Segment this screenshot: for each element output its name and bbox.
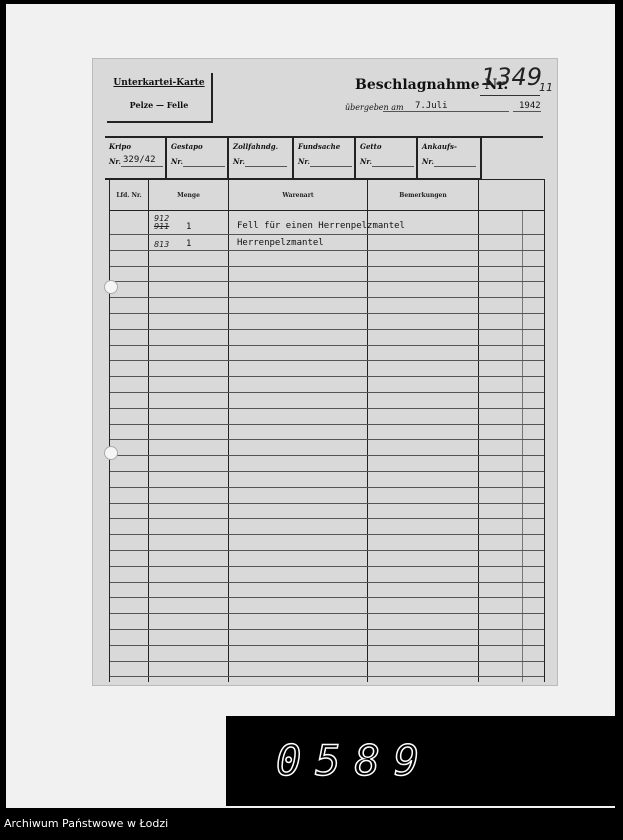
row-rule [110,266,544,267]
entry-1-hand-struck: 911 [154,222,170,231]
column-header-menge: Menge [177,191,200,199]
entry-2-warenart: Herrenpelzmantel [237,238,324,248]
agency-zollfahndung [229,138,294,180]
agency-kripo [105,138,167,180]
row-rule [110,487,544,488]
agency-ankauf [418,138,482,180]
ledger-table [109,179,545,682]
scan-frame [6,4,615,808]
entry-1-menge: 1 [186,222,192,232]
agency-nr-line [372,166,414,167]
column-divider [478,180,479,682]
header-rule [110,210,544,211]
agency-label: Ankaufs- [422,142,457,151]
agency-label: Gestapo [171,142,203,151]
row-rule [110,250,544,251]
entry-2-hand-number: 813 [154,240,170,249]
row-rule [110,360,544,361]
uebergeben-year: 1942 [519,101,541,111]
index-card [92,58,558,686]
row-rule [110,329,544,330]
column-header-lfd: Lfd. Nr. [116,191,142,199]
archive-name: Archiwum Państwowe w Łodzi [4,817,169,830]
beschlagnahme-number: 1349 [481,63,543,91]
punch-hole [104,280,118,294]
row-rule [110,376,544,377]
agency-nr-label: Nr. [360,157,372,166]
agency-label: Fundsache [298,142,341,151]
agency-nr-line [310,166,352,167]
row-rule [110,676,544,677]
year-line [513,111,541,112]
column-header-extra [479,180,543,210]
agency-nr-line [434,166,476,167]
card-title: Unterkartei-Karte [113,78,205,88]
row-rule [110,439,544,440]
row-rule [110,613,544,614]
agency-getto [356,138,418,180]
frame-counter-digits: 0589 [276,736,434,785]
row-rule [110,534,544,535]
row-rule [110,313,544,314]
entry-1-warenart: Fell für einen Herrenpelzmantel [237,221,405,231]
agency-nr-line [183,166,225,167]
column-header-bemerkungen: Bemerkungen [399,191,447,199]
entry-2-menge: 1 [186,239,192,249]
agency-fundsache [294,138,356,180]
agency-label: Kripo [109,142,131,151]
frame-counter [226,716,623,806]
row-rule [110,503,544,504]
row-rule [110,471,544,472]
agency-nr-label: Nr. [171,157,183,166]
row-rule [110,345,544,346]
card-subtitle: Pelze — Felle [129,100,189,110]
column-divider [367,180,368,682]
agency-label: Zollfahndg. [233,142,279,151]
row-rule [110,424,544,425]
row-rule [110,582,544,583]
entry-1-hand-number: 912 [154,214,170,223]
card-header-box [107,73,213,123]
beschlagnahme-line [480,95,540,96]
agency-nr-label: Nr. [422,157,434,166]
agency-nr-label: Nr. [233,157,245,166]
date-line [383,111,509,112]
row-rule [110,661,544,662]
row-rule [110,518,544,519]
column-header-warenart: Warenart [282,191,314,199]
agency-gestapo [167,138,229,180]
agency-label: Getto [360,142,382,151]
row-rule [110,408,544,409]
row-rule [110,566,544,567]
agency-nr-label: Nr. [298,157,310,166]
punch-hole [104,446,118,460]
row-rule [110,645,544,646]
row-rule [110,455,544,456]
agency-nr-label: Nr. [109,157,121,166]
beschlagnahme-label: Beschlagnahme Nr. [355,77,509,93]
row-rule [110,550,544,551]
row-rule [110,234,544,235]
row-rule [110,297,544,298]
row-rule [110,629,544,630]
row-rule [110,281,544,282]
column-divider [228,180,229,682]
row-rule [110,392,544,393]
beschlagnahme-suffix: 11 [539,81,553,94]
row-rule [110,597,544,598]
column-divider [148,180,149,682]
agency-nr-line [121,166,163,167]
uebergeben-label: übergeben am [345,103,404,112]
uebergeben-date: 7.Juli [415,101,448,111]
agency-nr-value: 329/42 [123,155,156,165]
archive-footer [0,808,623,840]
agency-nr-line [245,166,287,167]
